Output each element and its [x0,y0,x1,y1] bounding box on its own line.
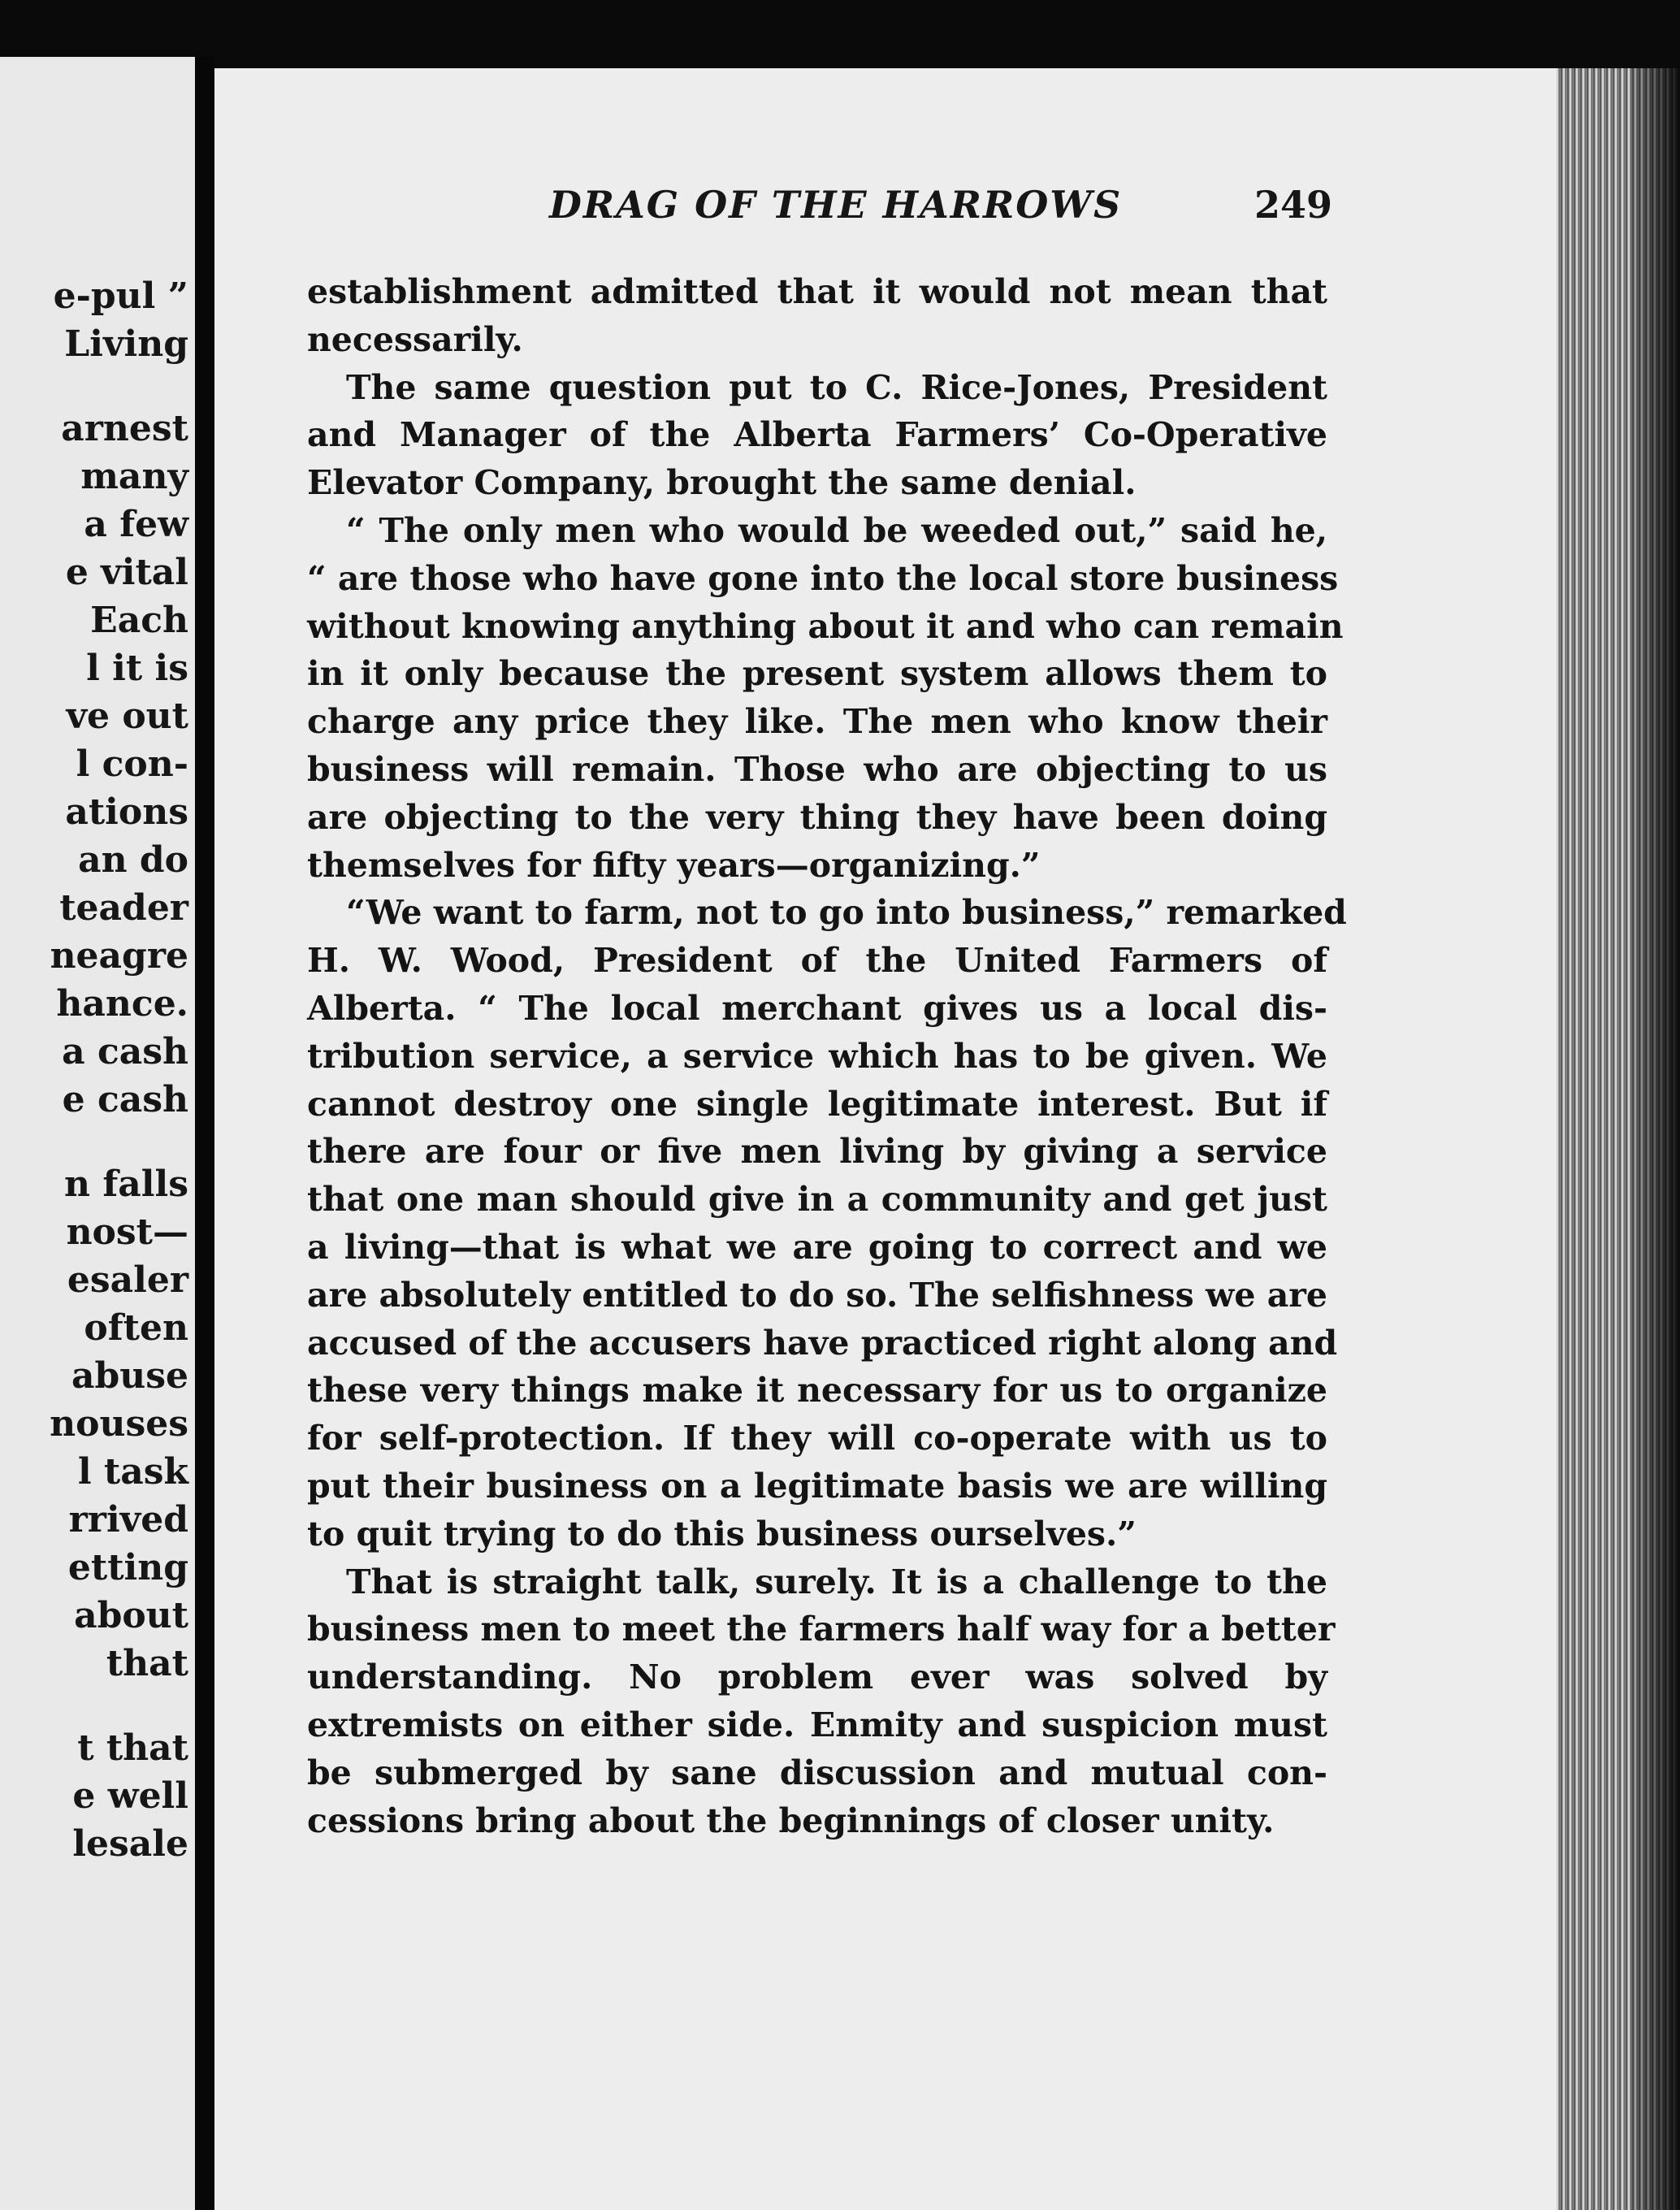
left-page-line: Each [90,600,188,641]
text-line: H. W. Wood, President of the United Farmers of [307,941,1327,981]
text-line: business will remain. Those who are objecting to us [307,749,1327,789]
text-line: themselves for fifty years—organizing.” [307,845,1041,885]
left-page-line: e vital [65,552,188,593]
text-line: charge any price they like. The men who know their [307,702,1327,742]
page-edges-shadow [1631,68,1680,2210]
text-line: “ The only men who would be weeded out,” said he, [346,510,1327,550]
left-facing-page [0,57,195,2210]
left-page-line: abuse [71,1355,188,1397]
running-title: DRAG OF THE HARROWS [549,183,1123,227]
left-page-line: ve out [66,696,188,737]
text-line: accused of the accusers have practiced right along and [307,1323,1338,1363]
left-page-line: nost— [66,1211,188,1253]
text-line: are objecting to the very thing they have been doing [307,797,1327,837]
text-line: are absolutely entitled to do so. The selfishness we are [307,1275,1327,1315]
text-line: that one man should give in a community and get just [307,1180,1327,1220]
left-page-line: e cash [62,1079,188,1120]
left-page-line: l task [77,1451,188,1493]
text-line: tribution service, a service which has to be given. We [307,1036,1327,1076]
text-line: That is straight talk, surely. It is a challenge to the [346,1562,1327,1601]
left-page-line: ations [65,791,188,833]
text-line: “We want to farm, not to go into business,” remarked [346,893,1347,933]
text-line: Alberta. “ The local merchant gives us a local dis- [307,988,1327,1028]
left-page-line: an do [78,839,188,881]
text-line: Elevator Company, brought the same denial. [307,463,1137,503]
book-gutter [195,57,214,2210]
running-head [549,183,1332,232]
text-line: these very things make it necessary for us to organize [307,1371,1327,1410]
left-page-line: teader [59,887,188,929]
text-line: “ are those who have gone into the local store business [307,558,1339,598]
left-page-line: arnest [61,408,188,449]
text-line: cessions bring about the beginnings of closer unity. [307,1800,1275,1840]
text-line: there are four or five men living by giving a service [307,1132,1327,1172]
text-line: put their business on a legitimate basis we are willing [307,1466,1327,1506]
text-line: The same question put to C. Rice-Jones, President [346,367,1327,407]
text-line: establishment admitted that it would not mean that [307,272,1327,311]
left-page-line: a cash [62,1031,188,1072]
left-page-line: etting [67,1547,188,1588]
left-page-line: often [84,1307,188,1349]
left-page-line: lesale [72,1823,188,1865]
text-line: extremists on either side. Enmity and suspicion must [307,1705,1327,1744]
text-line: for self-protection. If they will co-operate with us to [307,1419,1327,1458]
left-page-line: that [106,1643,188,1684]
page-number: 249 [1254,183,1332,227]
left-page-line: l con- [76,743,188,785]
left-page-line: Living [64,323,188,365]
left-page-line: esaler [67,1259,188,1301]
left-page-line: nouses [50,1403,188,1445]
text-line: to quit trying to do this business ourselves.” [307,1514,1137,1554]
left-page-line: about [74,1595,188,1636]
text-line: understanding. No problem ever was solved by [307,1658,1327,1697]
text-line: a living—that is what we are going to correct and we [307,1227,1327,1267]
text-line: and Manager of the Alberta Farmers’ Co-Operative [307,415,1327,455]
left-page-line: neagre [50,935,188,977]
text-line: business men to meet the farmers half way for a better [307,1610,1336,1649]
text-line: cannot destroy one single legitimate interest. But if [307,1084,1327,1124]
left-page-line: n falls [64,1164,188,1205]
left-page-line: e-pul ” [53,275,188,317]
left-page-line: hance. [56,983,188,1025]
text-line: necessarily. [307,319,523,359]
left-page-line: e well [72,1775,188,1817]
text-line: without knowing anything about it and who can remain [307,606,1344,646]
text-line: be submerged by sane discussion and mutual con- [307,1753,1327,1792]
body-text [307,268,1347,1844]
left-page-line: many [80,456,188,497]
left-page-line: t that [77,1727,188,1769]
left-page-line: l it is [86,648,188,689]
text-line: in it only because the present system allows them to [307,654,1327,694]
left-page-line: rrived [68,1499,188,1540]
left-page-line: a few [84,504,188,545]
